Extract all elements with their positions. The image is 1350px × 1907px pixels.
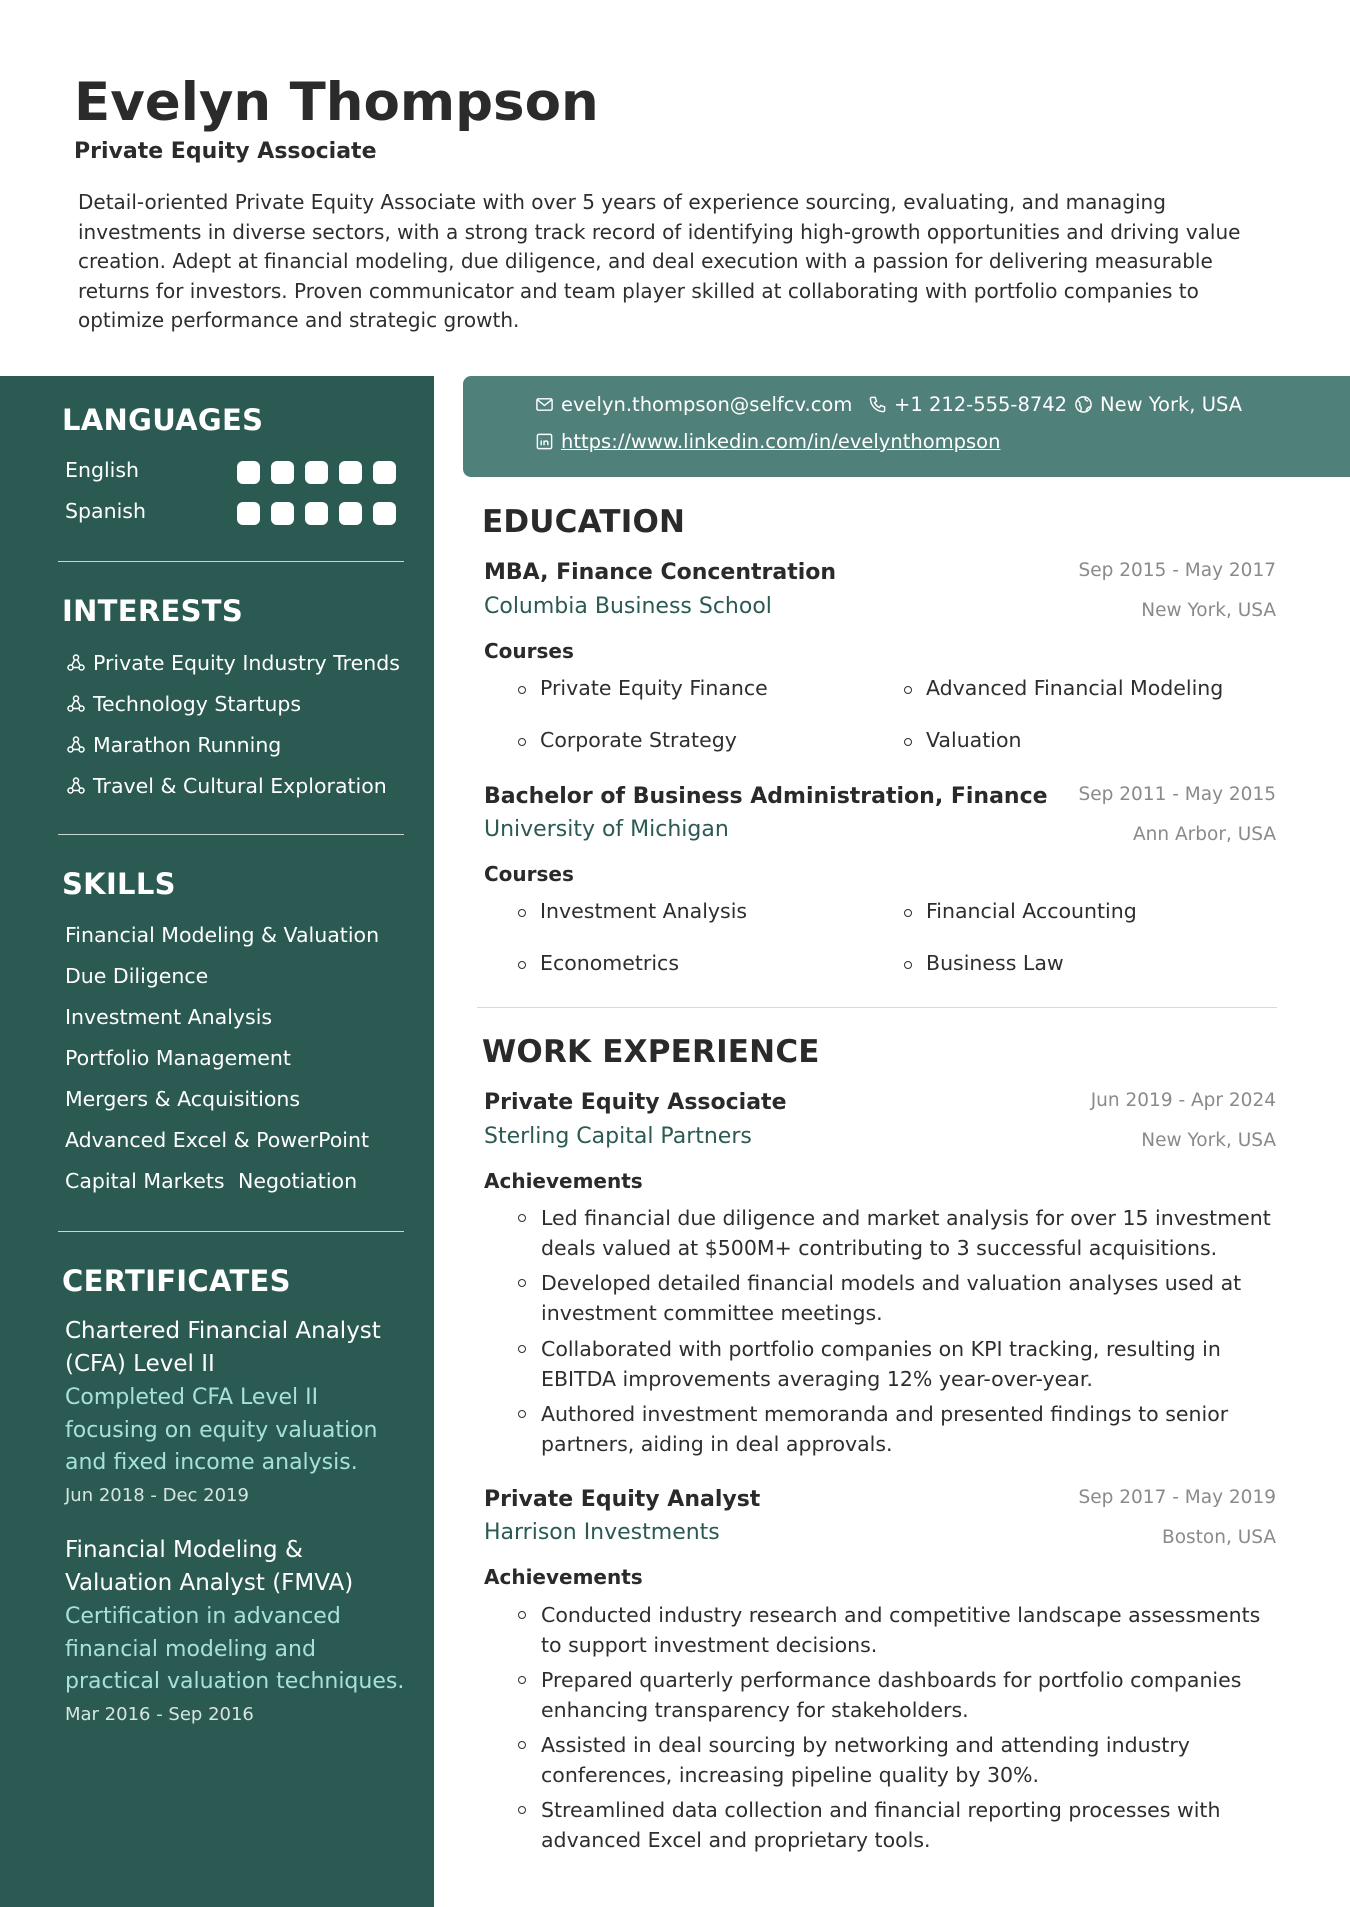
education-location: Ann Arbor, USA [1133,824,1276,845]
language-level-dots [237,502,396,525]
course-item: Financial Accounting [900,899,1137,923]
mail-icon [535,395,554,414]
language-name: Spanish [65,499,146,523]
languages-heading: LANGUAGES [62,403,264,437]
course-item: Valuation [900,728,1022,752]
certificate-date: Jun 2018 - Dec 2019 [65,1485,249,1506]
certificate-title: Chartered Financial Analyst (CFA) Level II [65,1318,381,1377]
language-row [65,457,400,487]
contact-email[interactable] [535,393,852,416]
summary-paragraph: Detail-oriented Private Equity Associate with over 5 years of experience sourcing, evaluating, and managing investments in diverse sectors, with a strong track record of identifying high-growth opportunities and driving value creation. Adept at financial modeling, due diligence, and deal execution with a passion for delivering measurable returns for investors. Proven communicator and team player skilled at collaborating with portfolio companies to optimize performance and strategic growth. [78,190,1241,333]
certificate-date: Mar 2016 - Sep 2016 [65,1704,254,1725]
contact-location [1074,393,1242,416]
level-dot [373,502,396,525]
education-degree: MBA, Finance Concentration [484,560,837,585]
skill-item: Advanced Excel & PowerPoint [65,1128,369,1152]
level-dot [271,502,294,525]
email-text: evelyn.thompson@selfcv.com [561,393,853,416]
linkedin-link[interactable]: https://www.linkedin.com/in/evelynthompson [561,430,1001,453]
language-level-dots [237,461,396,484]
achievement-item: Assisted in deal sourcing by networking and attending industry conferences, increasing pipeline quality by 30%. [514,1730,1284,1790]
interest-item [66,650,400,676]
job-date: Jun 2019 - Apr 2024 [1090,1090,1276,1111]
interest-icon [66,653,86,673]
interest-icon [66,735,86,755]
achievement-item: Authored investment memoranda and presented findings to senior partners, aiding in deal approvals. [514,1399,1284,1459]
section-divider [477,1007,1277,1008]
certificates-heading: CERTIFICATES [62,1264,291,1298]
interest-item [66,691,301,717]
course-item: Advanced Financial Modeling [900,676,1223,700]
education-date: Sep 2015 - May 2017 [1078,560,1276,581]
level-dot [305,502,328,525]
level-dot [237,502,260,525]
skill-item: Mergers & Acquisitions [65,1087,301,1111]
sidebar-divider [58,1231,404,1232]
company-name: Sterling Capital Partners [484,1124,752,1149]
course-item: Private Equity Finance [514,676,768,700]
achievements-label: Achievements [484,1169,643,1193]
achievement-item: Led financial due diligence and market analysis for over 15 investment deals valued at $500M+ contributing to 3 successful acquisitions. [514,1203,1284,1263]
education-location: New York, USA [1141,600,1276,621]
location-text: New York, USA [1100,393,1243,416]
education-date: Sep 2011 - May 2015 [1078,784,1276,805]
certificate-description: Completed CFA Level II focusing on equity valuation and fixed income analysis. [65,1385,378,1475]
interest-label: Marathon Running [93,733,282,757]
interest-icon [66,694,86,714]
achievement-item: Collaborated with portfolio companies on KPI tracking, resulting in EBITDA improvements averaging 12% year-over-year. [514,1334,1284,1394]
experience-heading: WORK EXPERIENCE [482,1034,820,1070]
skill-item: Due Diligence [65,964,209,988]
level-dot [237,461,260,484]
job-date: Sep 2017 - May 2019 [1078,1487,1276,1508]
skill-item: Portfolio Management [65,1046,291,1070]
education-school: University of Michigan [484,817,729,842]
job-title: Private Equity Associate [484,1090,787,1115]
certificate-title: Financial Modeling & Valuation Analyst (FMVA) [65,1537,354,1596]
education-degree: Bachelor of Business Administration, Finance [484,784,1048,809]
interest-item [66,773,387,799]
interest-label: Technology Startups [93,692,302,716]
phone-icon [868,395,887,414]
level-dot [339,502,362,525]
education-heading: EDUCATION [482,504,686,540]
course-item: Investment Analysis [514,899,747,923]
resume-name: Evelyn Thompson [74,72,599,133]
level-dot [305,461,328,484]
achievements-label: Achievements [484,1565,643,1589]
skill-item: Capital Markets [65,1169,225,1193]
contact-bar [463,376,1350,477]
sidebar [0,376,434,1907]
language-name: English [65,458,140,482]
achievement-item: Conducted industry research and competitive landscape assessments to support investment decisions. [514,1600,1284,1660]
company-name: Harrison Investments [484,1520,720,1545]
linkedin-icon [535,432,554,451]
interest-icon [66,776,86,796]
interests-heading: INTERESTS [62,594,244,628]
job-location: Boston, USA [1162,1527,1276,1548]
contact-phone[interactable] [868,393,1067,416]
skill-item: Negotiation [238,1169,358,1193]
course-item: Corporate Strategy [514,728,737,752]
level-dot [271,461,294,484]
interest-label: Travel & Cultural Exploration [93,774,387,798]
contact-linkedin[interactable] [535,430,1000,453]
courses-label: Courses [484,639,574,663]
globe-icon [1074,395,1093,414]
skill-item: Investment Analysis [65,1005,273,1029]
skills-heading: SKILLS [62,867,176,901]
education-school: Columbia Business School [484,594,772,619]
achievement-item: Prepared quarterly performance dashboards for portfolio companies enhancing transparency for stakeholders. [514,1665,1284,1725]
course-item: Business Law [900,951,1064,975]
phone-text: +1 212-555-8742 [894,393,1068,416]
resume-job-title: Private Equity Associate [74,139,377,164]
job-location: New York, USA [1141,1130,1276,1151]
interest-item [66,732,281,758]
achievement-item: Streamlined data collection and financial reporting processes with advanced Excel and proprietary tools. [514,1795,1284,1855]
skill-item: Financial Modeling & Valuation [65,923,380,947]
courses-label: Courses [484,862,574,886]
sidebar-divider [58,834,404,835]
sidebar-divider [58,561,404,562]
course-item: Econometrics [514,951,679,975]
level-dot [373,461,396,484]
level-dot [339,461,362,484]
achievement-item: Developed detailed financial models and valuation analyses used at investment committee meetings. [514,1268,1284,1328]
certificate-description: Certification in advanced financial modeling and practical valuation techniques. [65,1604,405,1694]
interest-label: Private Equity Industry Trends [93,651,400,675]
job-title: Private Equity Analyst [484,1487,761,1512]
language-row [65,498,400,528]
